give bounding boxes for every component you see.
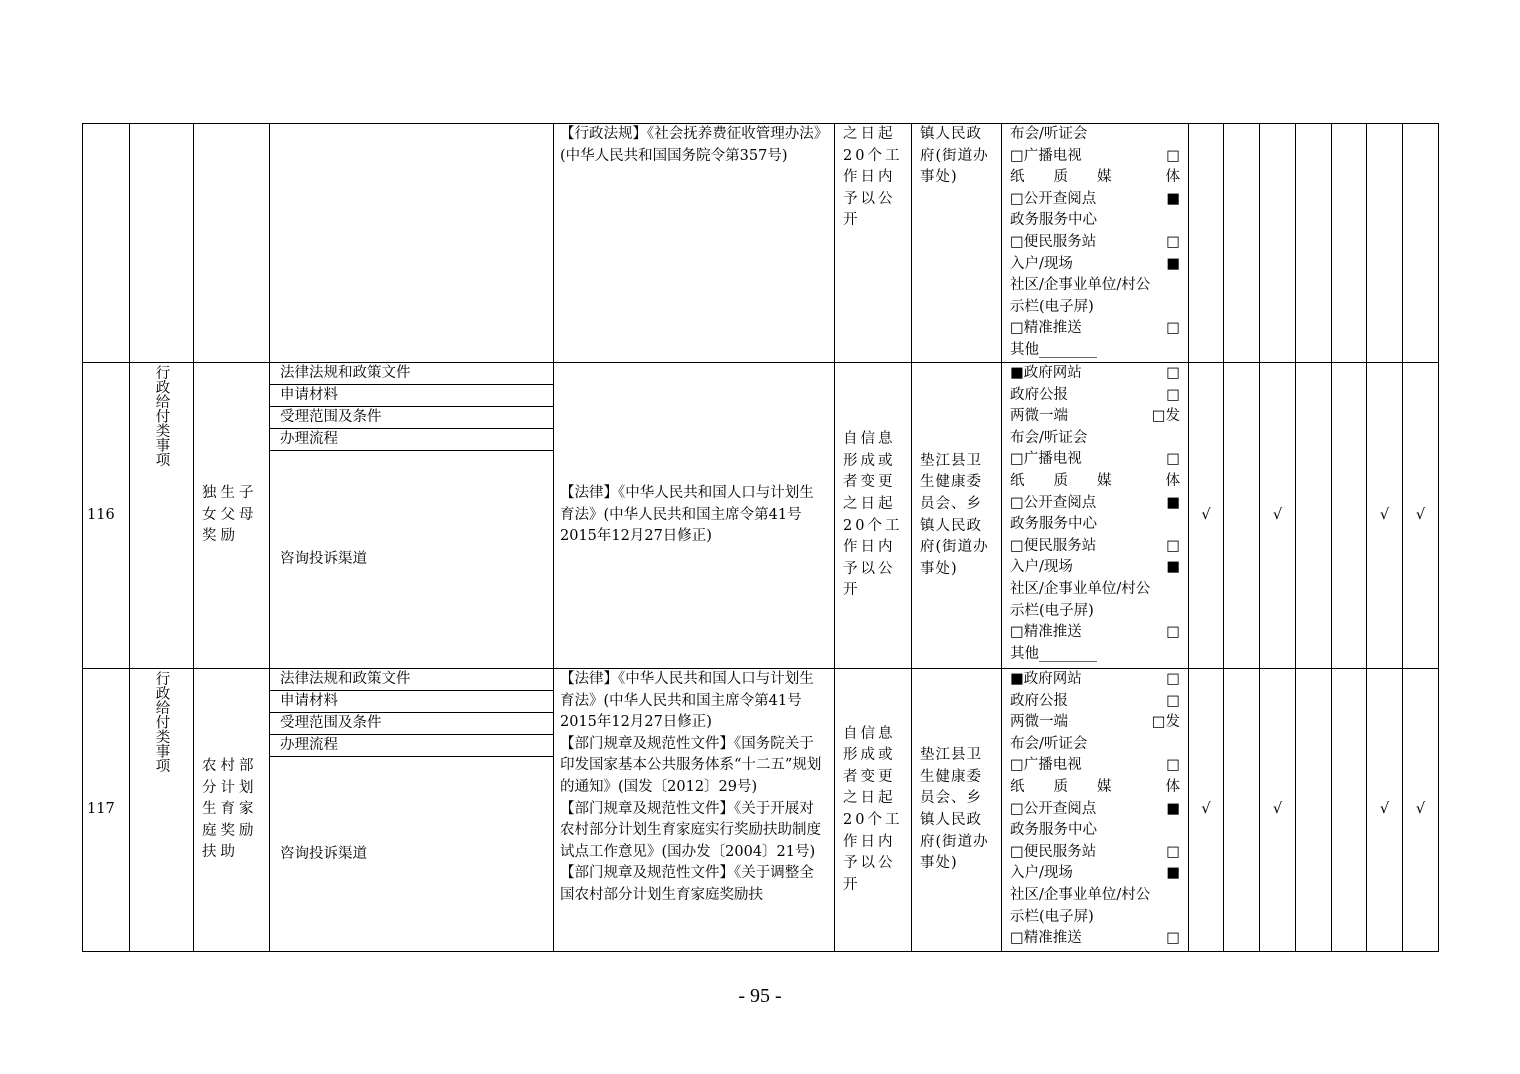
check-mark: √ (1403, 363, 1439, 669)
check-mark: √ (1189, 669, 1224, 952)
subject-cell: 镇人民政府(街道办事处) (912, 124, 1002, 363)
table-row (83, 363, 1439, 669)
channel-line: 政府公报 □ (1010, 386, 1180, 403)
channel-line: 纸 质 媒 体 (1010, 472, 1180, 489)
mark-cell (1296, 124, 1332, 363)
basis-text: 【行政法规】《社会抚养费征收管理办法》(中华人民共和国国务院令第357号) (560, 126, 821, 164)
check-mark: √ (1367, 669, 1403, 952)
page-number: - 95 - (738, 985, 782, 1007)
item-name: 农村部分计划生育家庭奖励扶助 (194, 669, 270, 952)
item-name: 独生子女父母奖励 (194, 363, 270, 669)
channel-line: 纸 质 媒 体 (1010, 169, 1180, 186)
basis-text: 【法律】《中华人民共和国人口与计划生育法》(中华人民共和国主席令第41号 2015年12月27日修正) (560, 671, 814, 731)
mark-cell (1224, 124, 1260, 363)
channel-line: 政务服务中心 (1010, 822, 1097, 839)
check-mark (1296, 669, 1332, 952)
table-row-continued (83, 124, 1439, 363)
channel-line: 示栏(电子屏) (1010, 602, 1094, 619)
subitem: 办理流程 (270, 429, 553, 451)
row-number: 117 (83, 669, 130, 952)
subject: 垫江县卫生健康委员会、乡镇人民政府(街道办事处) (912, 363, 1002, 669)
channels-cell (1002, 669, 1189, 952)
channel-line: 入户/现场 ■ (1010, 865, 1180, 882)
basis-text: 【部门规章及规范性文件】《关于调整全国农村部分计划生育家庭奖励扶 (560, 865, 814, 903)
channel-line: 其他________ (1010, 341, 1097, 358)
basis-text: 【部门规章及规范性文件】《国务院关于印发国家基本公共服务体系“十二五”规划的通知》(国发〔2012〕29号) (560, 735, 822, 795)
channel-line: 入户/现场 ■ (1010, 559, 1180, 576)
table-row (83, 669, 1439, 952)
channel-line: □便民服务站 □ (1010, 537, 1180, 554)
channel-line: 示栏(电子屏) (1010, 908, 1094, 925)
mark-cell (1260, 124, 1296, 363)
channel-line: 布会/听证会 (1010, 429, 1088, 446)
check-mark: √ (1403, 669, 1439, 952)
subitem: 法律法规和政策文件 (270, 363, 553, 385)
channel-line: 两微一端 □发 (1010, 714, 1180, 731)
channel-line: □便民服务站 □ (1010, 843, 1180, 860)
subitem: 受理范围及条件 (270, 407, 553, 429)
channel-line: □精准推送 □ (1010, 320, 1180, 337)
channel-line: □广播电视 □ (1010, 757, 1180, 774)
subitems-cell (270, 363, 554, 669)
subitems-cell (270, 124, 554, 363)
channel-line: □广播电视 □ (1010, 451, 1180, 468)
channel-line: 其他________ (1010, 645, 1097, 662)
channel-line: □公开查阅点 ■ (1010, 800, 1180, 817)
check-mark: √ (1260, 669, 1296, 952)
channel-line: □广播电视 □ (1010, 147, 1180, 164)
check-mark (1332, 363, 1367, 669)
time-limit-cell: 之日起20个工作日内予以公开 (835, 124, 912, 363)
basis-text: 【部门规章及规范性文件】《关于开展对农村部分计划生育家庭实行奖励扶助制度试点工作意见》(国办发〔2004〕21号) (560, 800, 821, 860)
channel-line: 两微一端 □发 (1010, 408, 1180, 425)
no-cell (83, 124, 130, 363)
check-mark: √ (1260, 363, 1296, 669)
channel-line: □便民服务站 □ (1010, 233, 1180, 250)
mark-cell (1367, 124, 1403, 363)
channel-line: □公开查阅点 ■ (1010, 190, 1180, 207)
subitem: 咨询投诉渠道 (280, 846, 367, 862)
subitem: 法律法规和政策文件 (270, 669, 553, 691)
channel-line: ■政府网站 □ (1010, 365, 1180, 381)
channel-line: 政务服务中心 (1010, 516, 1097, 533)
check-mark: √ (1189, 363, 1224, 669)
channel-line: 布会/听证会 (1010, 126, 1088, 142)
mark-cell (1189, 124, 1224, 363)
subject: 垫江县卫生健康委员会、乡镇人民政府(街道办事处) (912, 669, 1002, 952)
subitem: 办理流程 (270, 735, 553, 757)
subitems-cell (270, 669, 554, 952)
channel-line: 政府公报 □ (1010, 692, 1180, 709)
check-mark (1332, 669, 1367, 952)
basis-cell (554, 669, 835, 952)
disclosure-table (82, 123, 1439, 952)
subitem: 咨询投诉渠道 (280, 551, 367, 567)
time-limit: 自信息形成或者变更之日起20个工作日内予以公开 (835, 363, 912, 669)
subitem: 受理范围及条件 (270, 713, 553, 735)
channel-line: 示栏(电子屏) (1010, 298, 1094, 315)
basis-cell (554, 363, 835, 669)
check-mark (1224, 669, 1260, 952)
subitem: 申请材料 (270, 385, 553, 407)
channel-line: □精准推送 □ (1010, 624, 1180, 641)
category-cell (130, 363, 194, 669)
subitem: 申请材料 (270, 691, 553, 713)
category-text: 行政给付类事项 (153, 671, 170, 773)
basis-cell (554, 124, 835, 363)
mark-cell (1403, 124, 1439, 363)
channel-line: □公开查阅点 ■ (1010, 494, 1180, 511)
category-text: 行政给付类事项 (153, 365, 170, 467)
channel-line: 社区/企事业单位/村公 (1010, 277, 1151, 294)
channel-line: 政务服务中心 (1010, 212, 1097, 229)
channel-line: 布会/听证会 (1010, 735, 1088, 752)
category-cell (130, 124, 194, 363)
check-mark: √ (1367, 363, 1403, 669)
channel-line: 社区/企事业单位/村公 (1010, 580, 1151, 597)
mark-cell (1332, 124, 1367, 363)
channel-line: 纸 质 媒 体 (1010, 778, 1180, 795)
channels-cell (1002, 124, 1189, 363)
category-cell (130, 669, 194, 952)
time-limit: 自信息形成或者变更之日起20个工作日内予以公开 (835, 669, 912, 952)
check-mark (1224, 363, 1260, 669)
check-mark (1296, 363, 1332, 669)
channels-cell (1002, 363, 1189, 669)
row-number: 116 (83, 363, 130, 669)
channel-line: 社区/企事业单位/村公 (1010, 886, 1151, 903)
channel-line: ■政府网站 □ (1010, 671, 1180, 687)
channel-line: □精准推送 □ (1010, 930, 1180, 947)
item-name-cell (194, 124, 270, 363)
channel-line: 入户/现场 ■ (1010, 255, 1180, 272)
basis-text: 【法律】《中华人民共和国人口与计划生育法》(中华人民共和国主席令第41号 2015年12月27日修正) (560, 485, 814, 545)
